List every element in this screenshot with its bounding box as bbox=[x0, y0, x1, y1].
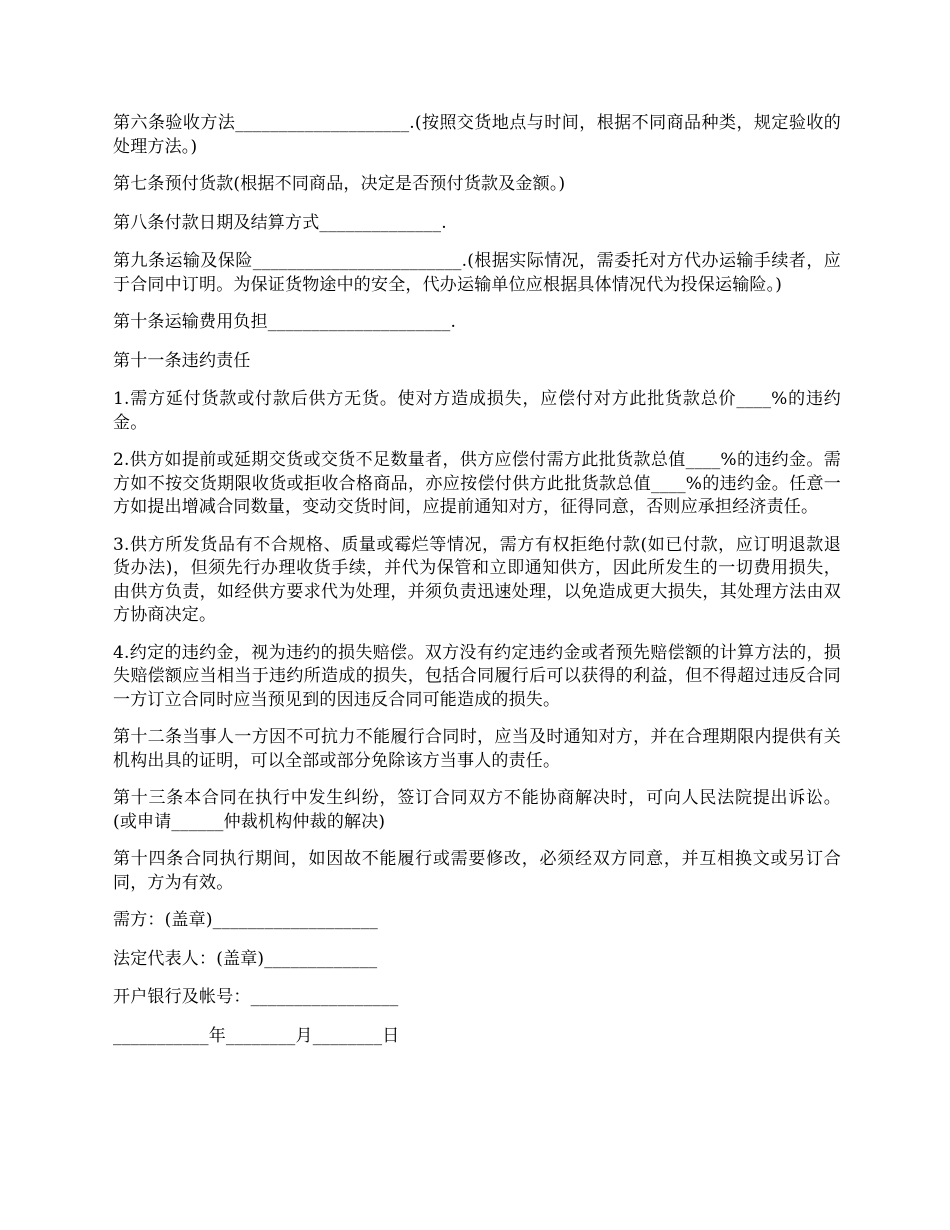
legal-representative-line: 法定代表人：(盖章)_____________ bbox=[113, 948, 378, 969]
liability-clause-1: 1.需方延付货款或付款后供方无货。使对方造成损失，应偿付对方此批货款总价____%的违约金。 bbox=[113, 389, 841, 433]
article-9-transport-insurance: 第九条运输及保险________________________.(根据实际情况，需委托对方代办运输手续者，应于合同中订明。为保证货物途中的安全，代办运输单位应根据具体情况代为投保运输险。) bbox=[113, 251, 841, 295]
bank-account-line: 开户银行及帐号：_________________ bbox=[113, 987, 399, 1007]
article-13-disputes: 第十三条本合同在执行中发生纠纷，签订合同双方不能协商解决时，可向人民法院提出诉讼。(或申请______仲裁机构仲裁的解决) bbox=[113, 788, 841, 832]
article-10-transport-cost: 第十条运输费用负担_____________________. bbox=[113, 312, 457, 332]
article-11-heading: 第十一条违约责任 bbox=[113, 350, 251, 371]
date-line: ___________年________月________日 bbox=[113, 1025, 400, 1046]
contract-page bbox=[113, 112, 841, 1063]
buyer-seal-line: 需方：(盖章)___________________ bbox=[113, 910, 378, 930]
liability-clause-3: 3.供方所发货品有不合规格、质量或霉烂等情况，需方有权拒绝付款(如已付款，应订明退款退货办法)，但须先行办理收货手续，并代为保管和立即通知供方，因此所发生的一切费用损失，由供方负责，如经供方要求代为处理，并须负责迅速处理，以免造成更大损失，其处理方法由双方协商决定。 bbox=[113, 534, 841, 625]
liability-clause-4: 4.约定的违约金，视为违约的损失赔偿。双方没有约定违约金或者预先赔偿额的计算方法的，损失赔偿额应当相当于违约所造成的损失，包括合同履行后可以获得的利益，但不得超过违反合同一方订立合同时应当预见到的因违反合同可能造成的损失。 bbox=[113, 642, 841, 710]
article-8-payment-date: 第八条付款日期及结算方式______________. bbox=[113, 212, 447, 233]
article-12-force-majeure: 第十二条当事人一方因不可抗力不能履行合同时，应当及时通知对方，并在合理期限内提供有关机构出具的证明，可以全部或部分免除该方当事人的责任。 bbox=[113, 727, 841, 771]
article-6-inspection: 第六条验收方法____________________.(按照交货地点与时间，根据不同商品种类，规定验收的处理方法。) bbox=[113, 113, 841, 157]
article-14-amendment: 第十四条合同执行期间，如因故不能履行或需要修改，必须经双方同意，并互相换文或另订合同，方为有效。 bbox=[113, 849, 841, 893]
liability-clause-2: 2.供方如提前或延期交货或交货不足数量者，供方应偿付需方此批货款总值____%的违约金。需方如不按交货期限收货或拒收合格商品，亦应按偿付供方此批货款总值____%的违约金。任意一方如提出增减合同数量，变动交货时间，应提前通知对方，征得同意，否则应承担经济责任。 bbox=[113, 450, 841, 517]
article-7-prepayment: 第七条预付货款(根据不同商品，决定是否预付货款及金额。) bbox=[113, 174, 566, 194]
